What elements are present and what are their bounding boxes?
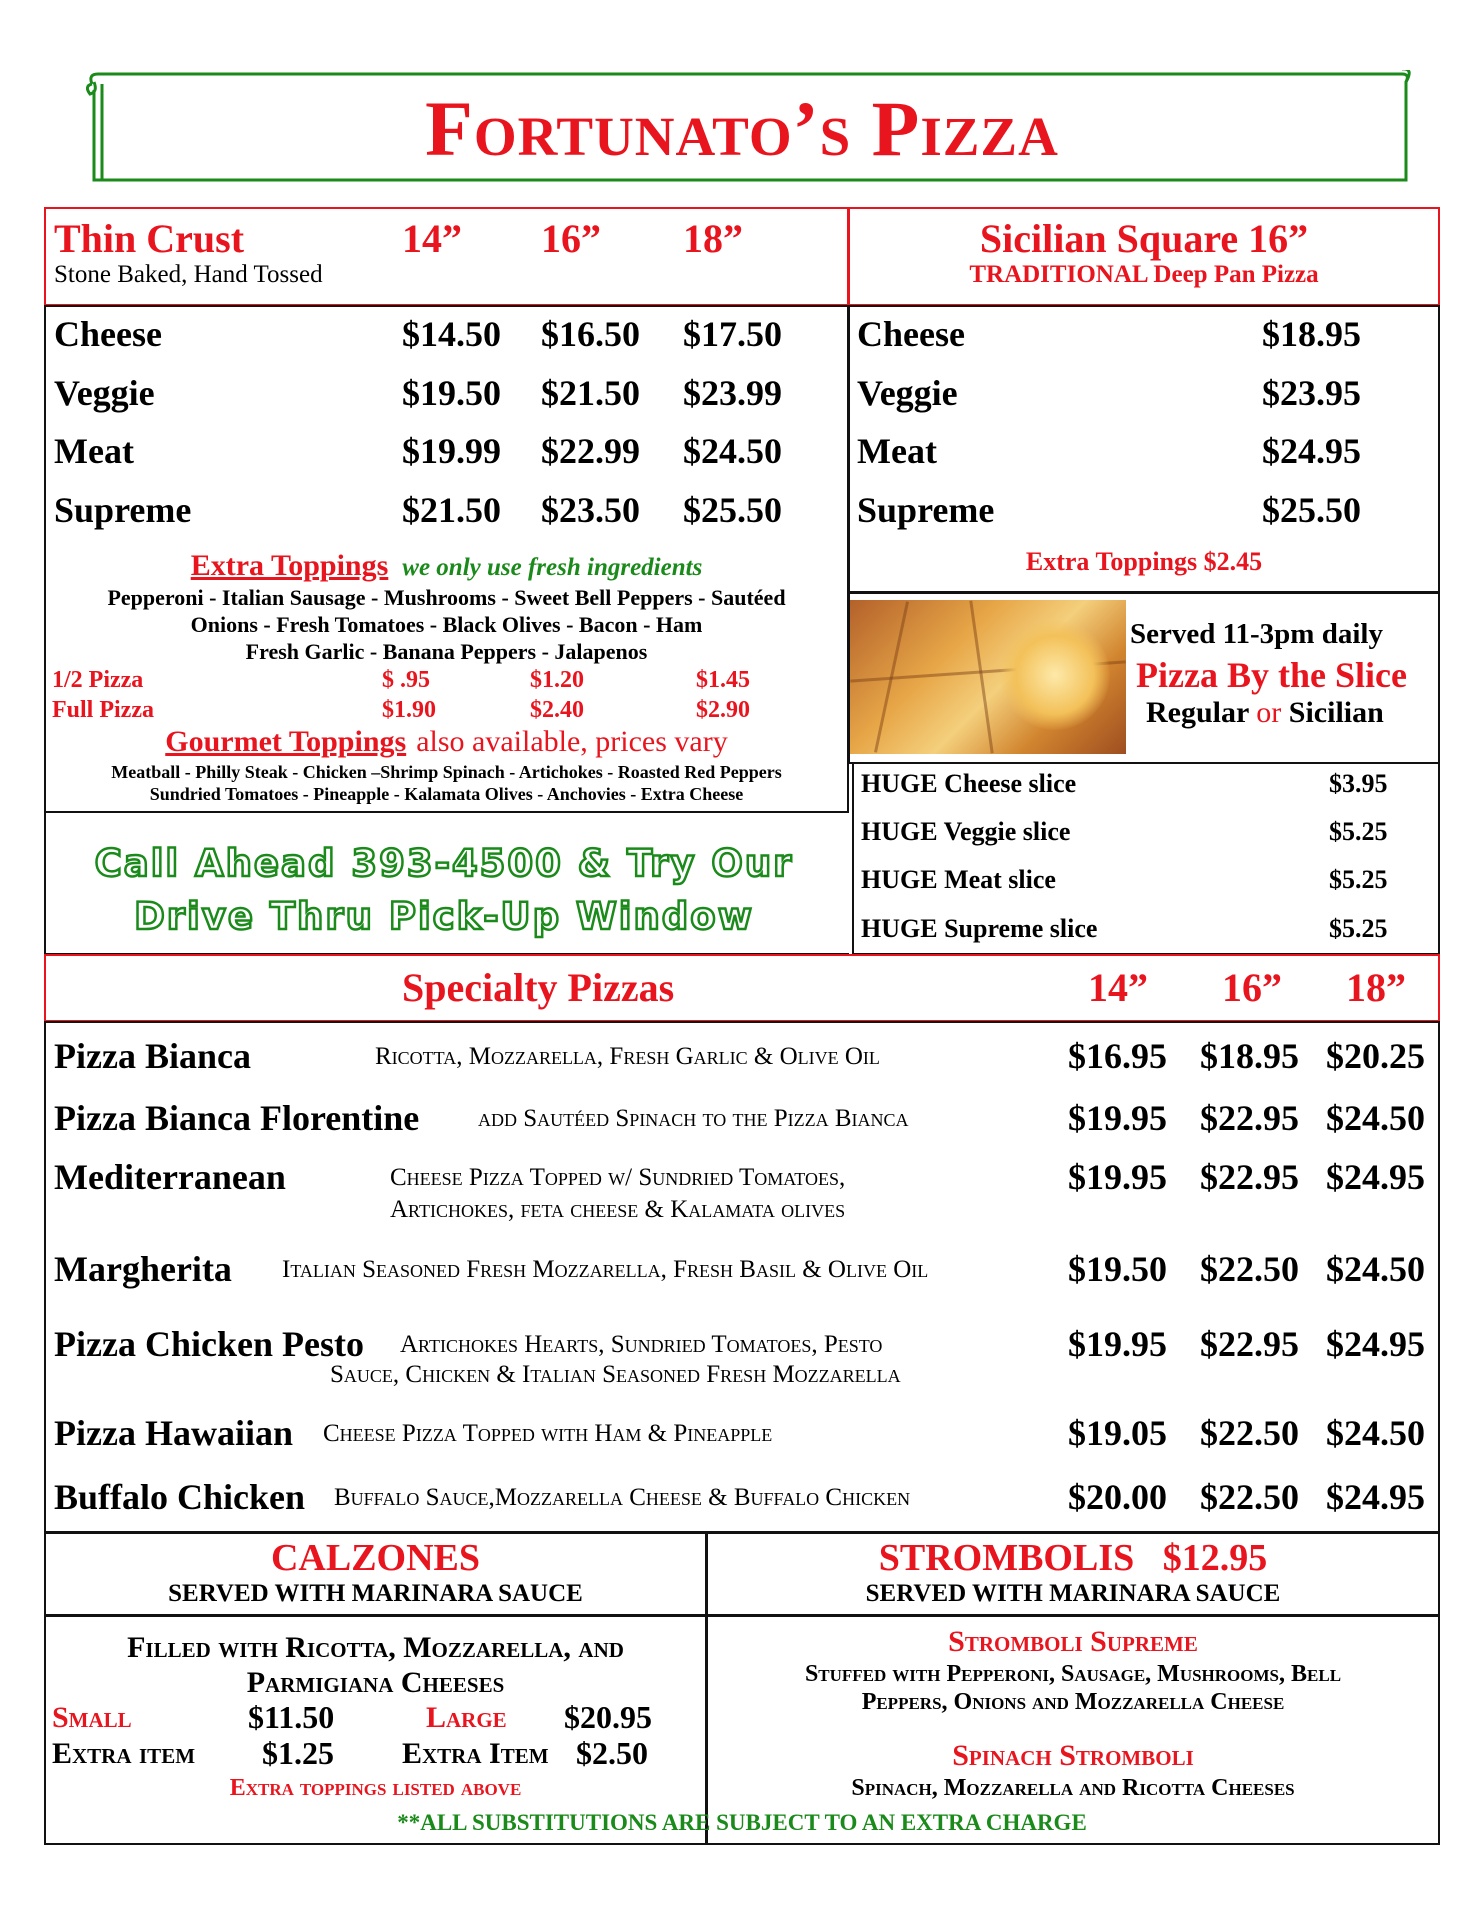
strombolis-heading: STROMBOLIS $12.95 xyxy=(878,1537,1268,1579)
specialty-name: Pizza Bianca Florentine xyxy=(54,1098,420,1138)
specialty-name: Buffalo Chicken xyxy=(54,1477,306,1517)
slice-type-regular: Regular xyxy=(1146,696,1249,729)
topping-price-14: $1.90 xyxy=(382,697,436,723)
slice-type-sicilian: Sicilian xyxy=(1288,696,1384,729)
specialty-body xyxy=(44,1021,1440,1533)
price-14: $21.50 xyxy=(402,490,501,530)
spinach-stromboli-name: Spinach Stromboli xyxy=(952,1739,1194,1772)
specialty-item xyxy=(46,1248,1438,1288)
thin-crust-body xyxy=(44,305,849,813)
price-16: $23.50 xyxy=(541,490,640,530)
page-title: Fortunato’s Pizza xyxy=(425,85,1059,172)
pizza-name: Cheese xyxy=(54,314,162,354)
specialty-name: Mediterranean xyxy=(54,1157,286,1197)
specialty-name: Pizza Chicken Pesto xyxy=(54,1324,364,1364)
specialty-desc: add Sautéed Spinach to the Pizza Bianca xyxy=(478,1105,909,1132)
strombolis-sub: SERVED WITH MARINARA SAUCE xyxy=(865,1580,1281,1607)
topping-price-18: $1.45 xyxy=(696,667,750,693)
price-16: $21.50 xyxy=(541,373,640,413)
slice-heading: Pizza By the Slice xyxy=(1136,655,1407,695)
specialty-price-14: $19.95 xyxy=(1068,1157,1167,1197)
specialty-price-18: $24.50 xyxy=(1326,1249,1425,1289)
slice-row xyxy=(854,817,1438,857)
extra-toppings-heading: Extra Toppings xyxy=(190,549,389,582)
specialty-price-16: $18.95 xyxy=(1200,1036,1299,1076)
specialty-price-16: $22.50 xyxy=(1200,1249,1299,1289)
sicilian-price: $25.50 xyxy=(1262,490,1361,530)
price-14: $14.50 xyxy=(402,314,501,354)
specialty-item xyxy=(46,1156,1438,1226)
calzone-extra-large-label: Extra Item xyxy=(402,1737,549,1770)
topping-price-label: 1/2 Pizza xyxy=(52,667,144,693)
size-18: 18” xyxy=(683,216,743,261)
specialty-name: Pizza Bianca xyxy=(54,1036,251,1076)
gourmet-heading-line xyxy=(46,725,847,759)
specialty-item xyxy=(46,1323,1438,1393)
call-ahead-line1: Call Ahead 393-4500 & Try Our xyxy=(94,842,794,885)
sicilian-row xyxy=(850,489,1438,529)
topping-price-16: $1.20 xyxy=(530,667,584,693)
calzone-extra-note: Extra toppings listed above xyxy=(229,1775,522,1801)
sicilian-row xyxy=(850,430,1438,470)
calzones-desc: Filled with Ricotta, Mozzarella, and xyxy=(127,1631,624,1664)
slice-types xyxy=(1146,696,1384,730)
specialty-price-18: $24.95 xyxy=(1326,1324,1425,1364)
specialty-desc: Buffalo Sauce,Mozzarella Cheese & Buffalo Chicken xyxy=(334,1484,911,1511)
substitutions-note: **ALL SUBSTITUTIONS ARE SUBJECT TO AN EXTRA CHARGE xyxy=(397,1810,1087,1835)
stromboli-supreme-desc: Stuffed with Pepperoni, Sausage, Mushrooms, Bell xyxy=(804,1661,1342,1687)
thin-crust-row xyxy=(46,372,847,412)
slice-prices-box xyxy=(852,763,1440,955)
pizza-name: Veggie xyxy=(857,373,958,413)
slice-name: HUGE Supreme slice xyxy=(861,914,1098,943)
specialty-desc: Ricotta, Mozzarella, Fresh Garlic & Olive Oil xyxy=(375,1043,880,1070)
specialty-price-16: $22.50 xyxy=(1200,1413,1299,1453)
specialty-price-16: $22.95 xyxy=(1200,1324,1299,1364)
calzones-header xyxy=(44,1532,707,1616)
topping-price-label: Full Pizza xyxy=(52,697,154,723)
slice-name: HUGE Veggie slice xyxy=(861,817,1071,846)
slice-name: HUGE Cheese slice xyxy=(861,769,1077,798)
fresh-ingredients-note: we only use fresh ingredients xyxy=(402,554,703,581)
specialty-name: Margherita xyxy=(54,1249,232,1289)
gourmet-note: also available, prices vary xyxy=(416,725,728,758)
specialty-item xyxy=(46,1412,1438,1452)
thin-crust-heading: Thin Crust xyxy=(54,216,245,261)
specialty-price-18: $24.50 xyxy=(1326,1098,1425,1138)
sicilian-header xyxy=(848,207,1440,306)
pizza-name: Supreme xyxy=(857,490,995,530)
specialty-price-16: $22.95 xyxy=(1200,1098,1299,1138)
sicilian-body xyxy=(848,305,1440,593)
sicilian-row xyxy=(850,372,1438,412)
price-18: $23.99 xyxy=(683,373,782,413)
sicilian-row xyxy=(850,313,1438,353)
specialty-item xyxy=(46,1035,1438,1075)
pizza-name: Meat xyxy=(857,431,937,471)
toppings-line: Onions - Fresh Tomatoes - Black Olives - Bacon - Ham xyxy=(190,612,703,637)
calzone-extra-small-label: Extra item xyxy=(52,1737,196,1770)
stromboli-supreme-desc-line2: Peppers, Onions and Mozzarella Cheese xyxy=(861,1689,1285,1715)
specialty-price-16: $22.50 xyxy=(1200,1477,1299,1517)
size-16: 16” xyxy=(541,216,601,261)
slice-type-or: or xyxy=(1256,696,1282,729)
calzones-desc-line2: Parmigiana Cheeses xyxy=(246,1666,505,1699)
specialty-price-14: $19.95 xyxy=(1068,1324,1167,1364)
price-18: $17.50 xyxy=(683,314,782,354)
specialty-price-14: $19.50 xyxy=(1068,1249,1167,1289)
toppings-line: Fresh Garlic - Banana Peppers - Jalapenos xyxy=(245,639,648,664)
specialty-desc: Artichokes Hearts, Sundried Tomatoes, Pesto xyxy=(400,1331,883,1358)
slice-price: $5.25 xyxy=(1329,914,1388,943)
topping-price-16: $2.40 xyxy=(530,697,584,723)
spinach-stromboli-desc: Spinach, Mozzarella and Ricotta Cheeses xyxy=(851,1775,1295,1801)
gourmet-line: Sundried Tomatoes - Pineapple - Kalamata Olives - Anchovies - Extra Cheese xyxy=(149,784,744,804)
calzones-heading: CALZONES xyxy=(270,1537,481,1579)
specialty-item xyxy=(46,1097,1438,1137)
gourmet-line: Meatball - Philly Steak - Chicken –Shrimp Spinach - Artichokes - Roasted Red Peppers xyxy=(111,762,782,782)
calzone-small-price: $11.50 xyxy=(248,1699,335,1735)
pizza-name: Cheese xyxy=(857,314,965,354)
topping-price-18: $2.90 xyxy=(696,697,750,723)
gourmet-toppings-heading: Gourmet Toppings xyxy=(165,725,407,758)
price-18: $24.50 xyxy=(683,431,782,471)
specialty-price-14: $19.95 xyxy=(1068,1098,1167,1138)
sicilian-subheading: TRADITIONAL Deep Pan Pizza xyxy=(969,261,1319,288)
pizza-name: Veggie xyxy=(54,373,155,413)
thin-crust-row xyxy=(46,430,847,470)
specialty-desc: Italian Seasoned Fresh Mozzarella, Fresh Basil & Olive Oil xyxy=(282,1256,929,1283)
toppings-line: Pepperoni - Italian Sausage - Mushrooms - Sweet Bell Peppers - Sautéed xyxy=(107,585,786,610)
topping-price-14: $ .95 xyxy=(382,667,430,693)
calzone-large-label: Large xyxy=(426,1701,507,1734)
sicilian-extra-toppings: Extra Toppings $2.45 xyxy=(1025,547,1263,576)
slice-row xyxy=(854,865,1438,905)
specialty-desc-line2: Artichokes, feta cheese & Kalamata olives xyxy=(390,1196,846,1223)
pizza-name: Meat xyxy=(54,431,134,471)
specialty-size-18: 18” xyxy=(1346,965,1406,1010)
specialty-price-14: $19.05 xyxy=(1068,1413,1167,1453)
size-14: 14” xyxy=(402,216,462,261)
slice-name: HUGE Meat slice xyxy=(861,865,1056,894)
specialty-price-16: $22.95 xyxy=(1200,1157,1299,1197)
specialty-desc: Cheese Pizza Topped w/ Sundried Tomatoes, xyxy=(390,1164,846,1191)
calzone-small-label: Small xyxy=(52,1701,132,1734)
specialty-price-18: $20.25 xyxy=(1326,1036,1425,1076)
pizza-slice-photo xyxy=(850,600,1126,754)
specialty-header xyxy=(44,954,1440,1022)
specialty-desc-line2: Sauce, Chicken & Italian Seasoned Fresh Mozzarella xyxy=(330,1361,901,1388)
calzones-sub: SERVED WITH MARINARA SAUCE xyxy=(168,1580,583,1607)
slice-price: $3.95 xyxy=(1329,769,1388,798)
specialty-price-14: $20.00 xyxy=(1068,1477,1167,1517)
sicilian-price: $23.95 xyxy=(1262,373,1361,413)
specialty-price-18: $24.95 xyxy=(1326,1157,1425,1197)
price-16: $16.50 xyxy=(541,314,640,354)
slice-row xyxy=(854,914,1438,954)
specialty-item xyxy=(46,1476,1438,1516)
extra-toppings-heading-line xyxy=(46,549,847,583)
specialty-price-18: $24.50 xyxy=(1326,1413,1425,1453)
sicilian-price: $18.95 xyxy=(1262,314,1361,354)
slice-served-hours: Served 11-3pm daily xyxy=(1130,618,1383,650)
specialty-price-18: $24.95 xyxy=(1326,1477,1425,1517)
calzone-large-price: $20.95 xyxy=(564,1699,652,1735)
pizza-name: Supreme xyxy=(54,490,192,530)
specialty-size-14: 14” xyxy=(1088,965,1148,1010)
thin-crust-header xyxy=(44,207,849,306)
price-18: $25.50 xyxy=(683,490,782,530)
sicilian-price: $24.95 xyxy=(1262,431,1361,471)
call-ahead-line2: Drive Thru Pick-Up Window xyxy=(134,895,754,938)
price-14: $19.50 xyxy=(402,373,501,413)
price-14: $19.99 xyxy=(402,431,501,471)
slice-row xyxy=(854,769,1438,809)
thin-crust-row xyxy=(46,489,847,529)
specialty-heading: Specialty Pizzas xyxy=(402,965,675,1010)
slice-price: $5.25 xyxy=(1329,865,1388,894)
sicilian-heading: Sicilian Square 16” xyxy=(979,216,1309,261)
price-16: $22.99 xyxy=(541,431,640,471)
calzone-extra-small-price: $1.25 xyxy=(262,1735,334,1771)
specialty-desc: Cheese Pizza Topped with Ham & Pineapple xyxy=(323,1420,773,1447)
stromboli-supreme-name: Stromboli Supreme xyxy=(948,1625,1198,1658)
thin-crust-row xyxy=(46,313,847,353)
calzone-extra-large-price: $2.50 xyxy=(576,1735,648,1771)
specialty-size-16: 16” xyxy=(1222,965,1282,1010)
thin-crust-subheading: Stone Baked, Hand Tossed xyxy=(54,261,323,288)
specialty-name: Pizza Hawaiian xyxy=(54,1413,293,1453)
specialty-price-14: $16.95 xyxy=(1068,1036,1167,1076)
slice-price: $5.25 xyxy=(1329,817,1388,846)
strombolis-header xyxy=(706,1532,1440,1616)
